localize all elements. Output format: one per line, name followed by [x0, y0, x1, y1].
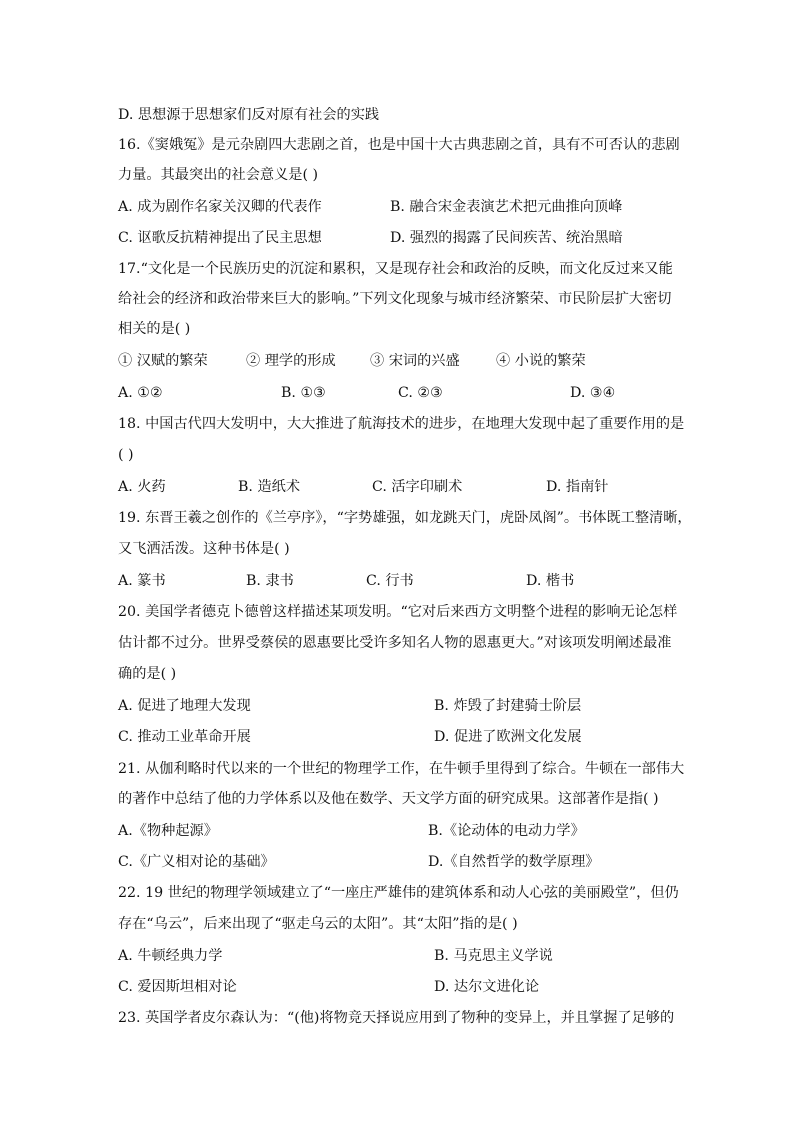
- q20-option-b: B. 炸毁了封建骑士阶层: [434, 698, 582, 714]
- q17-stem-line-3: 相关的是( ): [118, 321, 191, 337]
- q23-stem-line-1: 23. 英国学者皮尔森认为：“(他)将物竞天择说应用到了物种的变异上，并且掌握了足够的: [118, 1010, 675, 1026]
- q17-option-c: C. ②③: [398, 385, 443, 401]
- q20-stem-line-3: 确的是( ): [118, 666, 177, 682]
- q21-option-b: B.《论动体的电动力学》: [428, 823, 585, 839]
- q18-option-a: A. 火药: [118, 479, 166, 495]
- q16-option-d: D. 强烈的揭露了民间疾苦、统治黑暗: [390, 230, 623, 246]
- q19-option-a: A. 篆书: [118, 573, 166, 589]
- q22-stem-line-2: 存在“乌云”，后来出现了“驱走乌云的太阳”。其“太阳”指的是( ): [118, 916, 518, 932]
- q18-option-d: D. 指南针: [546, 479, 609, 495]
- q20-option-d: D. 促进了欧洲文化发展: [434, 729, 582, 745]
- q21-option-a: A.《物种起源》: [118, 823, 218, 839]
- q18-option-b: B. 造纸术: [238, 479, 301, 495]
- q18-stem-line-2: ( ): [118, 447, 134, 463]
- q21-option-c: C.《广义相对论的基础》: [118, 854, 275, 870]
- q19-option-c: C. 行书: [366, 573, 414, 589]
- q19-stem-line-2: 又飞洒活泼。这种书体是( ): [118, 541, 290, 557]
- q16-option-b: B. 融合宋金表演艺术把元曲推向顶峰: [390, 199, 623, 215]
- q20-stem-line-1: 20. 美国学者德克卜德曾这样描述某项发明。“它对后来西方文明整个进程的影响无论怎样: [118, 604, 678, 620]
- q20-stem-line-2: 估计都不过分。世界受蔡侯的恩惠要比受许多知名人物的恩惠更大。”对该项发明阐述最准: [118, 635, 672, 651]
- q21-option-d: D.《自然哲学的数学原理》: [428, 854, 600, 870]
- q16-stem-line-1: 16.《窦娥冤》是元杂剧四大悲剧之首，也是中国十大古典悲剧之首，具有不可否认的悲剧: [118, 137, 680, 153]
- q17-item-3: ③ 宋词的兴盛: [370, 353, 460, 369]
- q16-option-c: C. 讴歌反抗精神提出了民主思想: [118, 230, 322, 246]
- q22-stem-line-1: 22. 19 世纪的物理学领域建立了“一座庄严雄伟的建筑体系和动人心弦的美丽殿堂”，但仍: [118, 885, 679, 901]
- q22-option-a: A. 牛顿经典力学: [118, 948, 223, 964]
- q18-option-c: C. 活字印刷术: [372, 479, 463, 495]
- q21-stem-line-2: 的著作中总结了他的力学体系以及他在数学、天文学方面的研究成果。这部著作是指( ): [118, 791, 659, 807]
- q19-option-d: D. 楷书: [526, 573, 575, 589]
- q17-item-1: ① 汉赋的繁荣: [118, 353, 208, 369]
- q19-option-b: B. 隶书: [246, 573, 294, 589]
- q22-option-b: B. 马克思主义学说: [434, 948, 553, 964]
- q21-stem-line-1: 21. 从伽利略时代以来的一个世纪的物理学工作，在牛顿手里得到了综合。牛顿在一部伟大: [118, 761, 685, 777]
- q22-option-c: C. 爱因斯坦相对论: [118, 979, 237, 995]
- q22-option-d: D. 达尔文进化论: [434, 979, 540, 995]
- q19-stem-line-1: 19. 东晋王羲之创作的《兰亭序》，“字势雄强，如龙跳天门，虎卧凤阁”。书体既工整清晰，: [118, 510, 692, 526]
- q17-item-2: ② 理学的形成: [246, 353, 336, 369]
- q15-option-d: D. 思想源于思想家们反对原有社会的实践: [118, 107, 380, 123]
- q16-option-a: A. 成为剧作名家关汉卿的代表作: [118, 199, 322, 215]
- q20-option-c: C. 推动工业革命开展: [118, 729, 251, 745]
- q17-option-d: D. ③④: [570, 385, 616, 401]
- q17-option-b: B. ①③: [281, 385, 326, 401]
- q17-option-a: A. ①②: [118, 385, 163, 401]
- q17-stem-line-1: 17.“文化是一个民族历史的沉淀和累积，又是现存社会和政治的反映，而文化反过来又能: [118, 261, 673, 277]
- q18-stem-line-1: 18. 中国古代四大发明中，大大推进了航海技术的进步，在地理大发现中起了重要作用的是: [118, 416, 685, 432]
- q20-option-a: A. 促进了地理大发现: [118, 698, 251, 714]
- q16-stem-line-2: 力量。其最突出的社会意义是( ): [118, 167, 319, 183]
- q17-stem-line-2: 给社会的经济和政治带来巨大的影响。”下列文化现象与城市经济繁荣、市民阶层扩大密切: [118, 291, 672, 307]
- q17-item-4: ④ 小说的繁荣: [496, 353, 586, 369]
